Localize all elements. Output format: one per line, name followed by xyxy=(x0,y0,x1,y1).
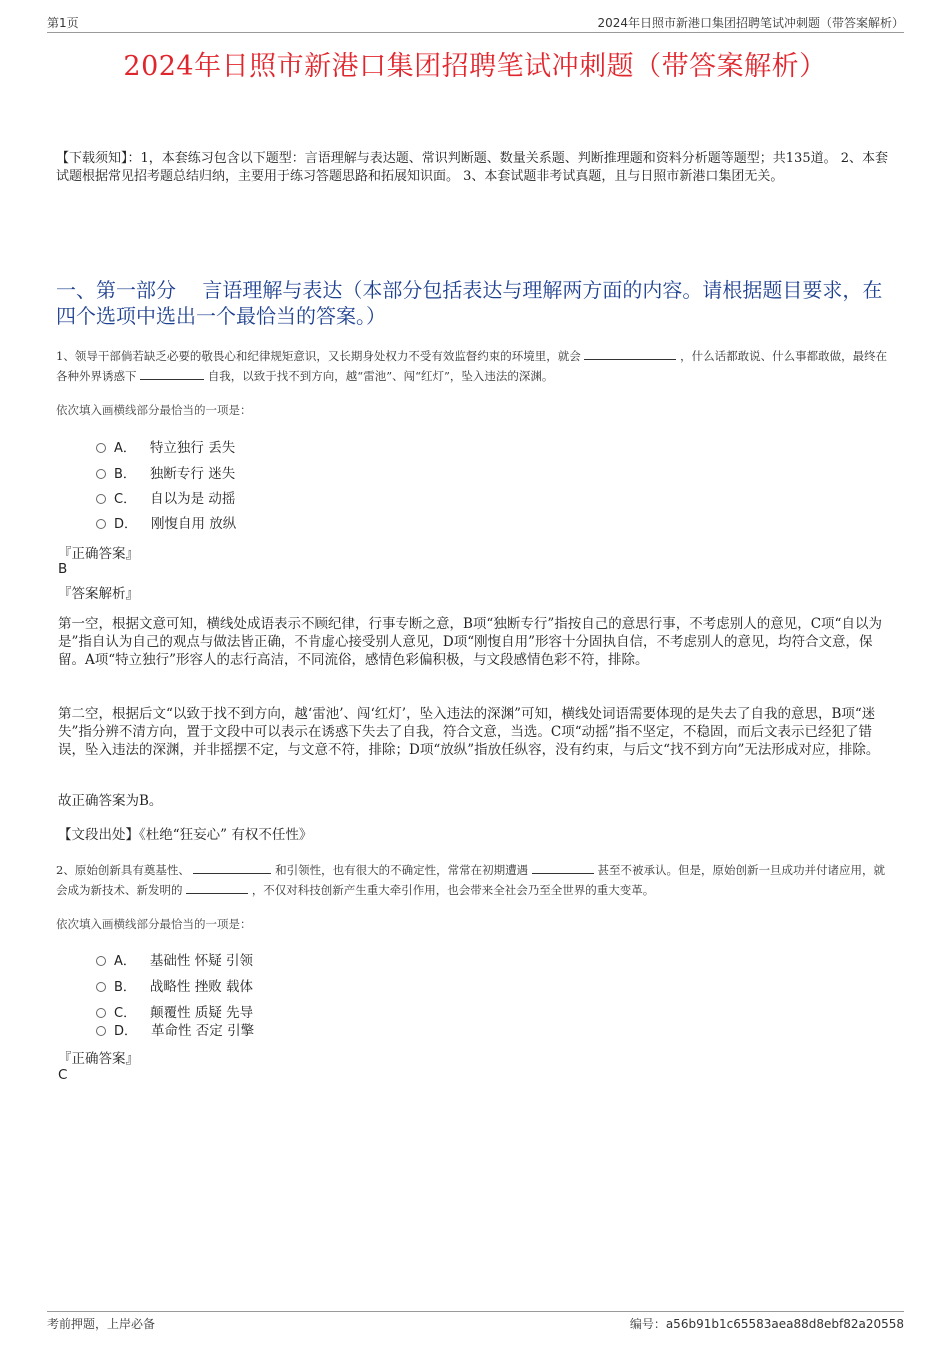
option-key: B． xyxy=(114,980,136,995)
q1-answer-label: 『正确答案』 xyxy=(58,546,139,562)
q2-text-d: ，不仅对科技创新产生重大牵引作用，也会带来全社会乃至全世界的重大变革。 xyxy=(251,883,655,897)
q1-option-c[interactable] xyxy=(96,487,235,507)
footer-code-value: a56b91b1c65583aea88d8ebf82a20558 xyxy=(665,1317,904,1331)
page-number: 第1页 xyxy=(47,16,79,30)
q1-answer: B xyxy=(58,561,68,577)
option-text: 特立独行 丢失 xyxy=(149,440,236,456)
option-text: 颠覆性 质疑 先导 xyxy=(150,1005,254,1021)
radio-icon[interactable] xyxy=(96,519,106,529)
q1-analysis-1: 第一空，根据文意可知，横线处成语表示不顾纪律，行事专断之意，B项“独断专行”指按自己的意思行事，不考虑别人的意见，C项“自以为是”指自认为自己的观点与做法皆正确，不肯虚心接受别人意见，D项“刚愎自用”形容十分固执自信，不考虑别人的意见，均符合文意，保留。A项“特立独行”形容人的志行高洁，不同流俗，感情色彩偏积极，与文段感情色彩不符，排除。 xyxy=(58,616,882,668)
question-1-stem xyxy=(56,346,888,386)
option-key: B． xyxy=(114,467,136,482)
q1-analysis-2: 第二空，根据后文“以致于找不到方向，越‘雷池’、闯‘红灯’，坠入违法的深渊”可知，横线处词语需要体现的是失去了自我的意思，B项“迷失”指分辨不清方向，置于文段中可以表示在诱惑下失去了自我，符合文意，当选。C项“动摇”指不坚定，不稳固，而后文表示已经犯了错误，坠入违法的深渊，并非摇摆不定，与文意不符，排除；D项“放纵”指放任纵容，没有约束，与后文“找不到方向”无法形成对应，排除。 xyxy=(58,706,880,758)
q1-conclusion: 故正确答案为B。 xyxy=(58,793,163,809)
footer-slogan: 考前押题，上岸必备 xyxy=(47,1317,156,1331)
footer-code-label: 编号： xyxy=(629,1317,666,1331)
q2-text-a: 2、原始创新具有奠基性、 xyxy=(56,863,190,877)
option-key: A． xyxy=(114,954,136,969)
radio-icon[interactable] xyxy=(96,469,106,479)
header-doc-title: 2024年日照市新港口集团招聘笔试冲刺题（带答案解析） xyxy=(597,16,904,30)
radio-icon[interactable] xyxy=(96,443,106,453)
q1-option-a[interactable] xyxy=(96,436,235,456)
q1-blank-1 xyxy=(584,347,676,360)
q1-option-b[interactable] xyxy=(96,462,235,482)
option-key: D． xyxy=(114,517,138,532)
q2-hint: 依次填入画横线部分最恰当的一项是： xyxy=(56,917,252,931)
q1-blank-2 xyxy=(140,367,204,380)
q1-text-a: 1、领导干部倘若缺乏必要的敬畏心和纪律规矩意识，又长期身处权力不受有效监督约束的环境里，就会 xyxy=(56,349,581,363)
radio-icon[interactable] xyxy=(96,956,106,966)
footer-code xyxy=(630,1315,904,1332)
radio-icon[interactable] xyxy=(96,1026,106,1036)
radio-icon[interactable] xyxy=(96,1008,106,1018)
q2-answer: C xyxy=(58,1067,68,1083)
option-text: 战略性 挫败 载体 xyxy=(149,979,254,995)
q2-blank-1 xyxy=(193,861,271,874)
page-header xyxy=(47,14,904,33)
option-key: A． xyxy=(114,441,136,456)
radio-icon[interactable] xyxy=(96,494,106,504)
q2-answer-label: 『正确答案』 xyxy=(58,1051,139,1067)
q2-text-b: 和引领性，也有很大的不确定性，常常在初期遭遇 xyxy=(275,863,529,877)
option-key: C． xyxy=(114,1006,137,1021)
q1-hint: 依次填入画横线部分最恰当的一项是： xyxy=(56,403,252,417)
option-key: C． xyxy=(114,492,137,507)
q2-option-c[interactable] xyxy=(96,1001,253,1021)
page-footer xyxy=(47,1311,904,1330)
q2-option-a[interactable] xyxy=(96,949,253,969)
option-text: 刚愎自用 放纵 xyxy=(151,516,237,532)
q1-analysis-label: 『答案解析』 xyxy=(58,586,139,602)
option-key: D． xyxy=(114,1024,138,1039)
q1-option-d[interactable] xyxy=(96,512,236,532)
q2-blank-2 xyxy=(532,861,594,874)
option-text: 革命性 否定 引擎 xyxy=(151,1023,255,1039)
q2-text-c: 甚至不被承认。但是，原始创新一旦成功并付诸应用，就会成为新技术、新发明的 xyxy=(56,863,885,897)
option-text: 独断专行 迷失 xyxy=(149,466,236,482)
document-title: 2024年日照市新港口集团招聘笔试冲刺题（带答案解析） xyxy=(123,51,827,82)
q1-source: 【文段出处】《杜绝“狂妄心” 有权不任性》 xyxy=(58,827,313,843)
option-text: 基础性 怀疑 引领 xyxy=(149,953,253,969)
q2-option-d[interactable] xyxy=(96,1019,254,1039)
q1-text-b: ，什么话都敢说、什么事都敢做，最终在各种外界诱惑下 xyxy=(56,349,888,383)
q1-text-c: 自我，以致于找不到方向，越“雷池”、闯“红灯”，坠入违法的深渊。 xyxy=(207,369,554,383)
option-text: 自以为是 动摇 xyxy=(150,491,236,507)
download-notice: 【下载须知】：1，本套练习包含以下题型：言语理解与表达题、常识判断题、数量关系题、判断推理题和资料分析题等题型；共135道。 2、本套试题根据常见招考题总结归纳，主要用于练习答题思路和拓展知识面。 3、本套试题非考试真题，且与日照市新港口集团无关。 xyxy=(56,151,888,184)
radio-icon[interactable] xyxy=(96,982,106,992)
q2-blank-3 xyxy=(186,881,248,894)
section-heading: 一、第一部分 言语理解与表达（本部分包括表达与理解两方面的内容。请根据题目要求，在四个选项中选出一个最恰当的答案。） xyxy=(56,278,883,328)
question-2-stem xyxy=(56,860,888,900)
q2-option-b[interactable] xyxy=(96,975,253,995)
